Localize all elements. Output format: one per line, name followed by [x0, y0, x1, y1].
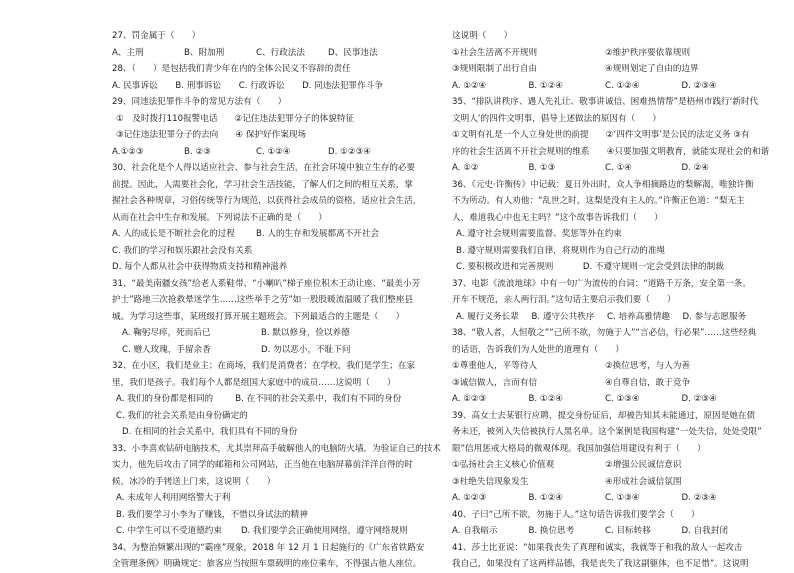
option-c: C. 赠人玫瑰，手留余香: [122, 344, 211, 355]
right-column: [452, 28, 770, 573]
question-stem: 28、（ ）是包括我们青少年在内的全体公民义不容辞的责任: [112, 64, 351, 74]
option-b: B. 在不同的社会关系中，我们有不同的身份: [235, 394, 402, 404]
left-column: [112, 28, 441, 573]
option-b: B. ①③: [528, 163, 556, 173]
statement-1: ①弘扬社会主义核心价值观: [452, 460, 555, 470]
question-28: [112, 61, 400, 94]
option-c: C、行政法法: [256, 47, 305, 58]
statement-row: [452, 474, 758, 491]
stem-line: 开车不规范，亲人两行泪。”这句话主要启示我们要（ ）: [452, 295, 676, 305]
statement-line: ① 及时拨打110报警电话 ②记住违法犯罪分子的体貌特征: [116, 113, 355, 124]
option-d: D. ②③④: [681, 493, 717, 503]
option-d: D. 在相同的社会关系中，我们具有不同的身份: [122, 427, 298, 437]
stem-line: 前提。因此，人需要社会化，学习社会生活技能，了解人们之间的相互关系，掌: [112, 179, 413, 190]
option-c: C. ①②④: [256, 146, 291, 157]
option-row: [112, 523, 408, 540]
option-b: B. ①②④: [528, 394, 563, 404]
option-c: C. ①③④: [605, 394, 640, 404]
question-stem: 33、小李喜欢钻研电脑技术，尤其崇拜高手破解他人的电脑防火墙，为验证自己的技术: [112, 443, 441, 454]
option-b: B. 遵守公共秩序: [531, 311, 595, 322]
stem-line: 人，难道我心中也无主吗？”这个故事告诉我们（ ）: [452, 212, 663, 223]
option-c: C. 我们的学习和娱乐跟社会没有关系: [112, 245, 253, 256]
option-b: B. 换位思考: [528, 526, 575, 536]
option-a: A、主刑: [112, 47, 144, 58]
question-29: [112, 94, 400, 160]
option-d: D. 自我封闭: [681, 526, 728, 536]
option-c: C. 我们的社会关系是由身份确定的: [116, 410, 248, 421]
statement-4: ④规则划定了自由的边界: [605, 64, 699, 74]
statement-row: [452, 61, 758, 78]
question-39: [452, 408, 762, 507]
question-34: [112, 540, 425, 573]
option-row: [112, 391, 400, 408]
question-stem: 29、同违法犯罪作斗争的常见方法有（ ）: [112, 97, 287, 107]
stem-line: 全管理条例》明确规定：旅客应当按照车票载明的座位乘车，不得强占他人座位。: [112, 559, 422, 569]
option-d: D. 勿以恶小，不耻下问: [261, 344, 351, 355]
statement-2: ②维护秩序要依靠规则: [605, 47, 691, 58]
question-stem: 37、电影《流浪地球》中有一句广为流传的台词：“道路千万条，安全第一条。: [452, 278, 751, 289]
statement-line: ③记住违法犯罪分子的去向 ④ 保护好作案现场: [116, 130, 307, 140]
question-34-continued: [452, 28, 758, 94]
question-stem: 40、子曰“己所不欲，勿施于人。”这句话告诉我们要学会（ ）: [452, 509, 700, 520]
option-b: B. 我们要学习小李为了赚钱，不惜以身试法的精神: [116, 509, 308, 520]
statement-3: ③规则限制了出行自由: [452, 64, 538, 74]
statement-line: 序的社会生活离不开社会规则的维系 ④只要加强文明教育，就能实现社会的和谐: [452, 146, 770, 157]
option-row: [112, 78, 400, 95]
statement-row: [452, 358, 758, 375]
option-d: D. ②③④: [681, 80, 717, 91]
question-stem: 27、罚金属于（ ）: [112, 31, 201, 41]
option-d: D. ②③④: [681, 394, 717, 404]
question-stem: 38、“敬人者，人恒敬之”“己所不欲，勿施于人”“言必信，行必果”……这些经典: [452, 328, 757, 338]
option-d: D. 我们要学会正确使用网络，遵守网络规则: [240, 526, 408, 536]
question-stem: 30、社会化是个人得以适应社会、参与社会生活，在社会环境中独立生存的必要: [112, 163, 416, 173]
statement-1: ①尊重他人，平等待人: [452, 361, 538, 371]
option-d: D. 参与志愿服务: [682, 311, 747, 322]
stem-line: 握社会各种规章，习俗传统等行为规范，以获得社会成员的资格，适应社会生活，: [112, 196, 422, 206]
option-a: A. ①②④: [452, 80, 487, 91]
question-36: [452, 177, 758, 276]
stem-line: 我自己，如果没有了这两样品德，我是丧失了我这副躯体，也不足惜”。这说明: [452, 559, 749, 569]
statement-2: ②增强公民诚信意识: [605, 460, 682, 470]
option-c: C. ①④: [605, 163, 632, 173]
option-a: A. 履行义务长辈: [456, 311, 519, 322]
option-c: C. 要积极改进和完善规则: [456, 262, 554, 272]
statement-line: ①文明有礼是一个人立身处世的前提 ②‘四件文明事’是公民的法定义务 ③有: [452, 130, 750, 140]
question-32: [112, 358, 416, 441]
option-row: [452, 490, 758, 507]
question-stem: 32、在小区，我们是业主；在商场，我们是消费者；在学校，我们是学生；在家: [112, 361, 416, 371]
stem-line: 候，冰冷的手铐送上门来，这说明（ ）: [112, 476, 276, 487]
option-row: [112, 325, 400, 342]
option-a: A. ①②: [452, 163, 479, 173]
option-c: C. 行政诉讼: [238, 80, 285, 91]
option-b: B. 默以修身，俭以养德: [261, 328, 350, 338]
option-d: D. ①②③④: [328, 146, 371, 157]
option-a: A.①②③: [112, 146, 144, 157]
stem-line: 实力，他先后攻击了同学的邮箱和公司网站，正当他在电脑屏幕前洋洋自得的时: [112, 460, 413, 470]
question-31: [112, 276, 421, 359]
option-c: C. ①③④: [605, 493, 640, 503]
question-stem: 39、高女士去某银行应聘，提交身份证后，却被告知其未能通过，原因是她在债: [452, 410, 756, 421]
option-a: A. ①②③: [452, 493, 487, 503]
statement-row: [452, 45, 758, 62]
question-stem: 36、《元史·许衡传》中记载：夏日外出时，众人争相摘路边的梨解渴，唯独许衡: [452, 179, 754, 190]
option-b: B. 刑事诉讼: [175, 80, 222, 91]
option-a: A. 鞠躬尽瘁，死而后已: [122, 328, 211, 338]
question-30: [112, 160, 422, 276]
option-a: A. 未成年人利用网络警大于利: [116, 493, 231, 503]
question-stem: 35、“排队讲秩序、遇人先礼让、敬事讲诚信、困难热情帮”是梧州市践行‘新时代: [452, 97, 759, 107]
option-b: B. ①②④: [528, 493, 563, 503]
option-d: D. 不遵守规则一定会受到法律的制裁: [582, 262, 724, 272]
question-37: [452, 276, 758, 326]
option-c: C. ①②④: [605, 80, 640, 91]
question-41: [452, 540, 758, 573]
option-row: [112, 342, 400, 359]
option-row: [112, 45, 400, 62]
statement-3: ③杜绝失信现象发生: [452, 476, 529, 487]
option-d: D、民事违法: [328, 47, 378, 58]
question-40: [452, 507, 758, 540]
option-row: [452, 160, 758, 177]
question-33: [112, 441, 441, 540]
option-row: [452, 309, 758, 326]
stem-line: 护士”路地三次抢救晕迷学生……这些举手之劳”如一股股暖流温暖了我们整座县: [112, 295, 414, 305]
statement-row: [452, 375, 758, 392]
option-b: B. ①②④: [528, 80, 563, 91]
option-c: C. 培养高雅情趣: [607, 311, 671, 322]
statement-4: ④形成社会诚信氛围: [605, 476, 682, 487]
stem-line: 不为所动。有人劝他：“乱世之时，这梨是没有主人的。”许衡正色道：“梨无主: [452, 196, 745, 206]
stem-line: 务未还，被列入失信被执行人黑名单。这个案例是我国构建“一处失信，处处受限”: [452, 427, 762, 437]
option-a: A. 遵守社会规则需要监督、奖惩等外在约束: [456, 229, 622, 239]
option-b: B. 遵守规则需要我们自律，将规则作为自己行动的准绳: [456, 245, 666, 256]
option-a: A. 自我暗示: [452, 526, 498, 536]
option-a: A. 民事诉讼: [112, 80, 158, 91]
option-row: [452, 78, 758, 95]
stem-line: 这说明（ ）: [452, 31, 513, 41]
option-d: D. ②④: [681, 163, 709, 173]
option-d: D. 同违法犯罪作斗争: [302, 80, 383, 91]
statement-4: ④自尊自信，敢于竞争: [605, 377, 691, 388]
option-row: [112, 144, 400, 161]
statement-1: ①社会生活离不开规则: [452, 47, 538, 58]
option-a: A. 我们的身份都是相同的: [116, 394, 214, 404]
question-38: [452, 325, 758, 408]
statement-row: [452, 457, 758, 474]
option-row: [452, 259, 758, 276]
option-row: [452, 391, 758, 408]
option-b: B. ②③: [184, 146, 211, 157]
question-stem: 41、莎士比亚说：“如果我丧失了真理和诚实，我就等于和我的敌人一起攻击: [452, 542, 743, 553]
stem-line: 的话语，告诉我们为人处世的道理有（ ）: [452, 344, 624, 355]
option-c: C. 中学生可以不受道德约束: [116, 526, 222, 536]
question-35: [452, 94, 770, 177]
statement-2: ②换位思考，与人为善: [605, 361, 691, 371]
question-27: [112, 28, 400, 61]
stem-line: 城。为学习这些事，某班级打算开展主题班会。下列最适合的主题是（ ）: [112, 311, 405, 322]
question-stem: 31、“最美南疆女孩”给老人系鞋带、“小喇叭”梯子座位积木王动让座、“最美小芳: [112, 278, 421, 289]
option-a: A. ①②③: [452, 394, 487, 404]
option-row: [452, 523, 758, 540]
option-d: D. 每个人都从社会中获得物质支持和精神滋养: [112, 262, 288, 272]
stem-line: 从而在社会中生存和发展。下列说法不正确的是（ ）: [112, 212, 327, 223]
statement-3: ③诚信做人，言而有信: [452, 377, 538, 388]
option-row: [112, 226, 400, 243]
option-a: A. 人的成长是不断社会化的过程: [112, 229, 235, 239]
option-c: C. 目标转移: [605, 526, 651, 536]
stem-line: 限”信用惩戒大格局的微观体现。我国加强信用建设有利于（ ）: [452, 443, 706, 454]
option-b: B、附加刑: [184, 47, 225, 58]
option-b: B. 人的生存和发展都离不开社会: [256, 229, 380, 239]
stem-line: 里，我们是孩子。我们每个人都是组国大家庭中的成员……这说明（ ）: [112, 377, 396, 388]
question-stem: 34、为整治频繁出现的“霸座”现象，2018 年 12 月 1 日起施行的《广东省铁路安: [112, 542, 425, 553]
stem-line: 文明人’的四件文明事，倡导上述做法的原因有（ ）: [452, 113, 661, 124]
